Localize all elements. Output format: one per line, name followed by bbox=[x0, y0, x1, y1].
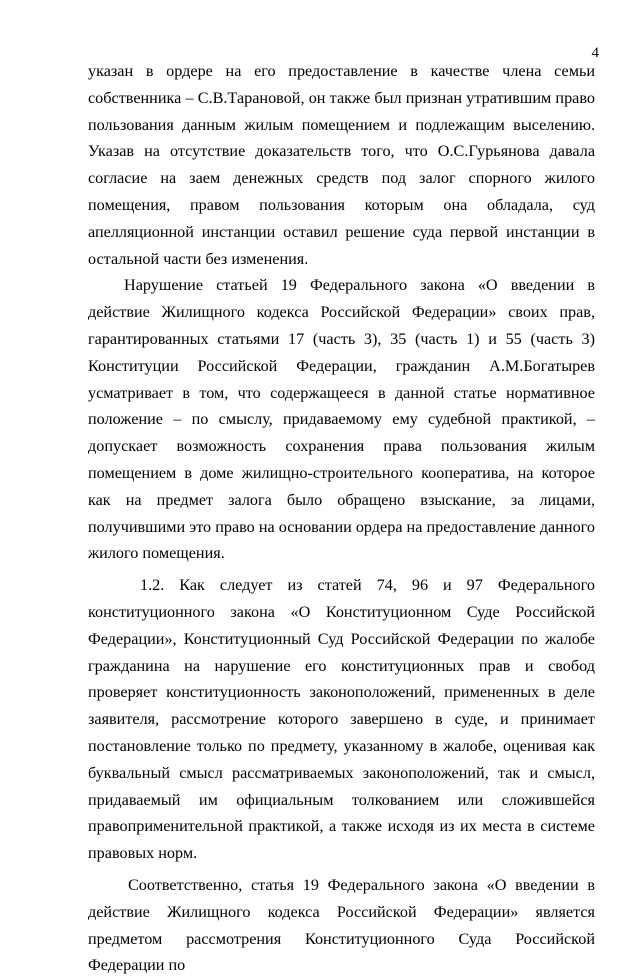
paragraph-violation-claim: Нарушение статьей 19 Федерального закона «О введении в действие Жилищного кодекса Российской Федерации» своих прав, гарантированных статьями 17 (часть 3), 35 (часть 1) и 55 (часть 3) Конституции Российской Федерации, гражданин А.М.Богатырев усматривает в том, что содержащееся в данной статье нормативное положение – по смыслу, придаваемому ему судебной практикой, – допускает возможность сохранения права пользования жилым помещением в доме жилищно-строительного кооператива, на которое как на предмет залога было обращено взыскание, за лицами, получившими это право на основании ордера на предоставление данного жилого помещения. bbox=[88, 276, 595, 563]
paragraph-accordingly: Соответственно, статья 19 Федерального закона «О введении в действие Жилищного кодекса Российской Федерации» является предметом рассмотрения Конституционного Суда Российской Федерации по bbox=[88, 875, 595, 975]
document-body bbox=[88, 58, 595, 979]
paragraph-continuation: указан в ордере на его предоставление в качестве члена семьи собственника – С.В.Тарановой, он также был признан утратившим право пользования данным жилым помещением и подлежащим выселению. Указав на отсутствие доказательств того, что О.С.Гурьянова давала согласие на заем денежных средств под залог спорного жилого помещения, правом пользования которым она обладала, суд апелляционной инстанции оставил решение суда первой инстанции в остальной части без изменения. bbox=[88, 62, 595, 268]
paragraph-section-1-2: 1.2. Как следует из статей 74, 96 и 97 Федерального конституционного закона «О Конституционном Суде Российской Федерации», Конституционный Суд Российской Федерации по жалобе гражданина на нарушение его конституционных прав и свобод проверяет конституционность законоположений, примененных в деле заявителя, рассмотрение которого завершено в суде, и принимает постановление только по предмету, указанному в жалобе, оценивая как буквальный смысл рассматриваемых законоположений, так и смысл, придаваемый им официальным толкованием или сложившейся правоприменительной практикой, а также исходя из их места в системе правовых норм. bbox=[88, 576, 595, 863]
page-number: 4 bbox=[591, 45, 599, 61]
